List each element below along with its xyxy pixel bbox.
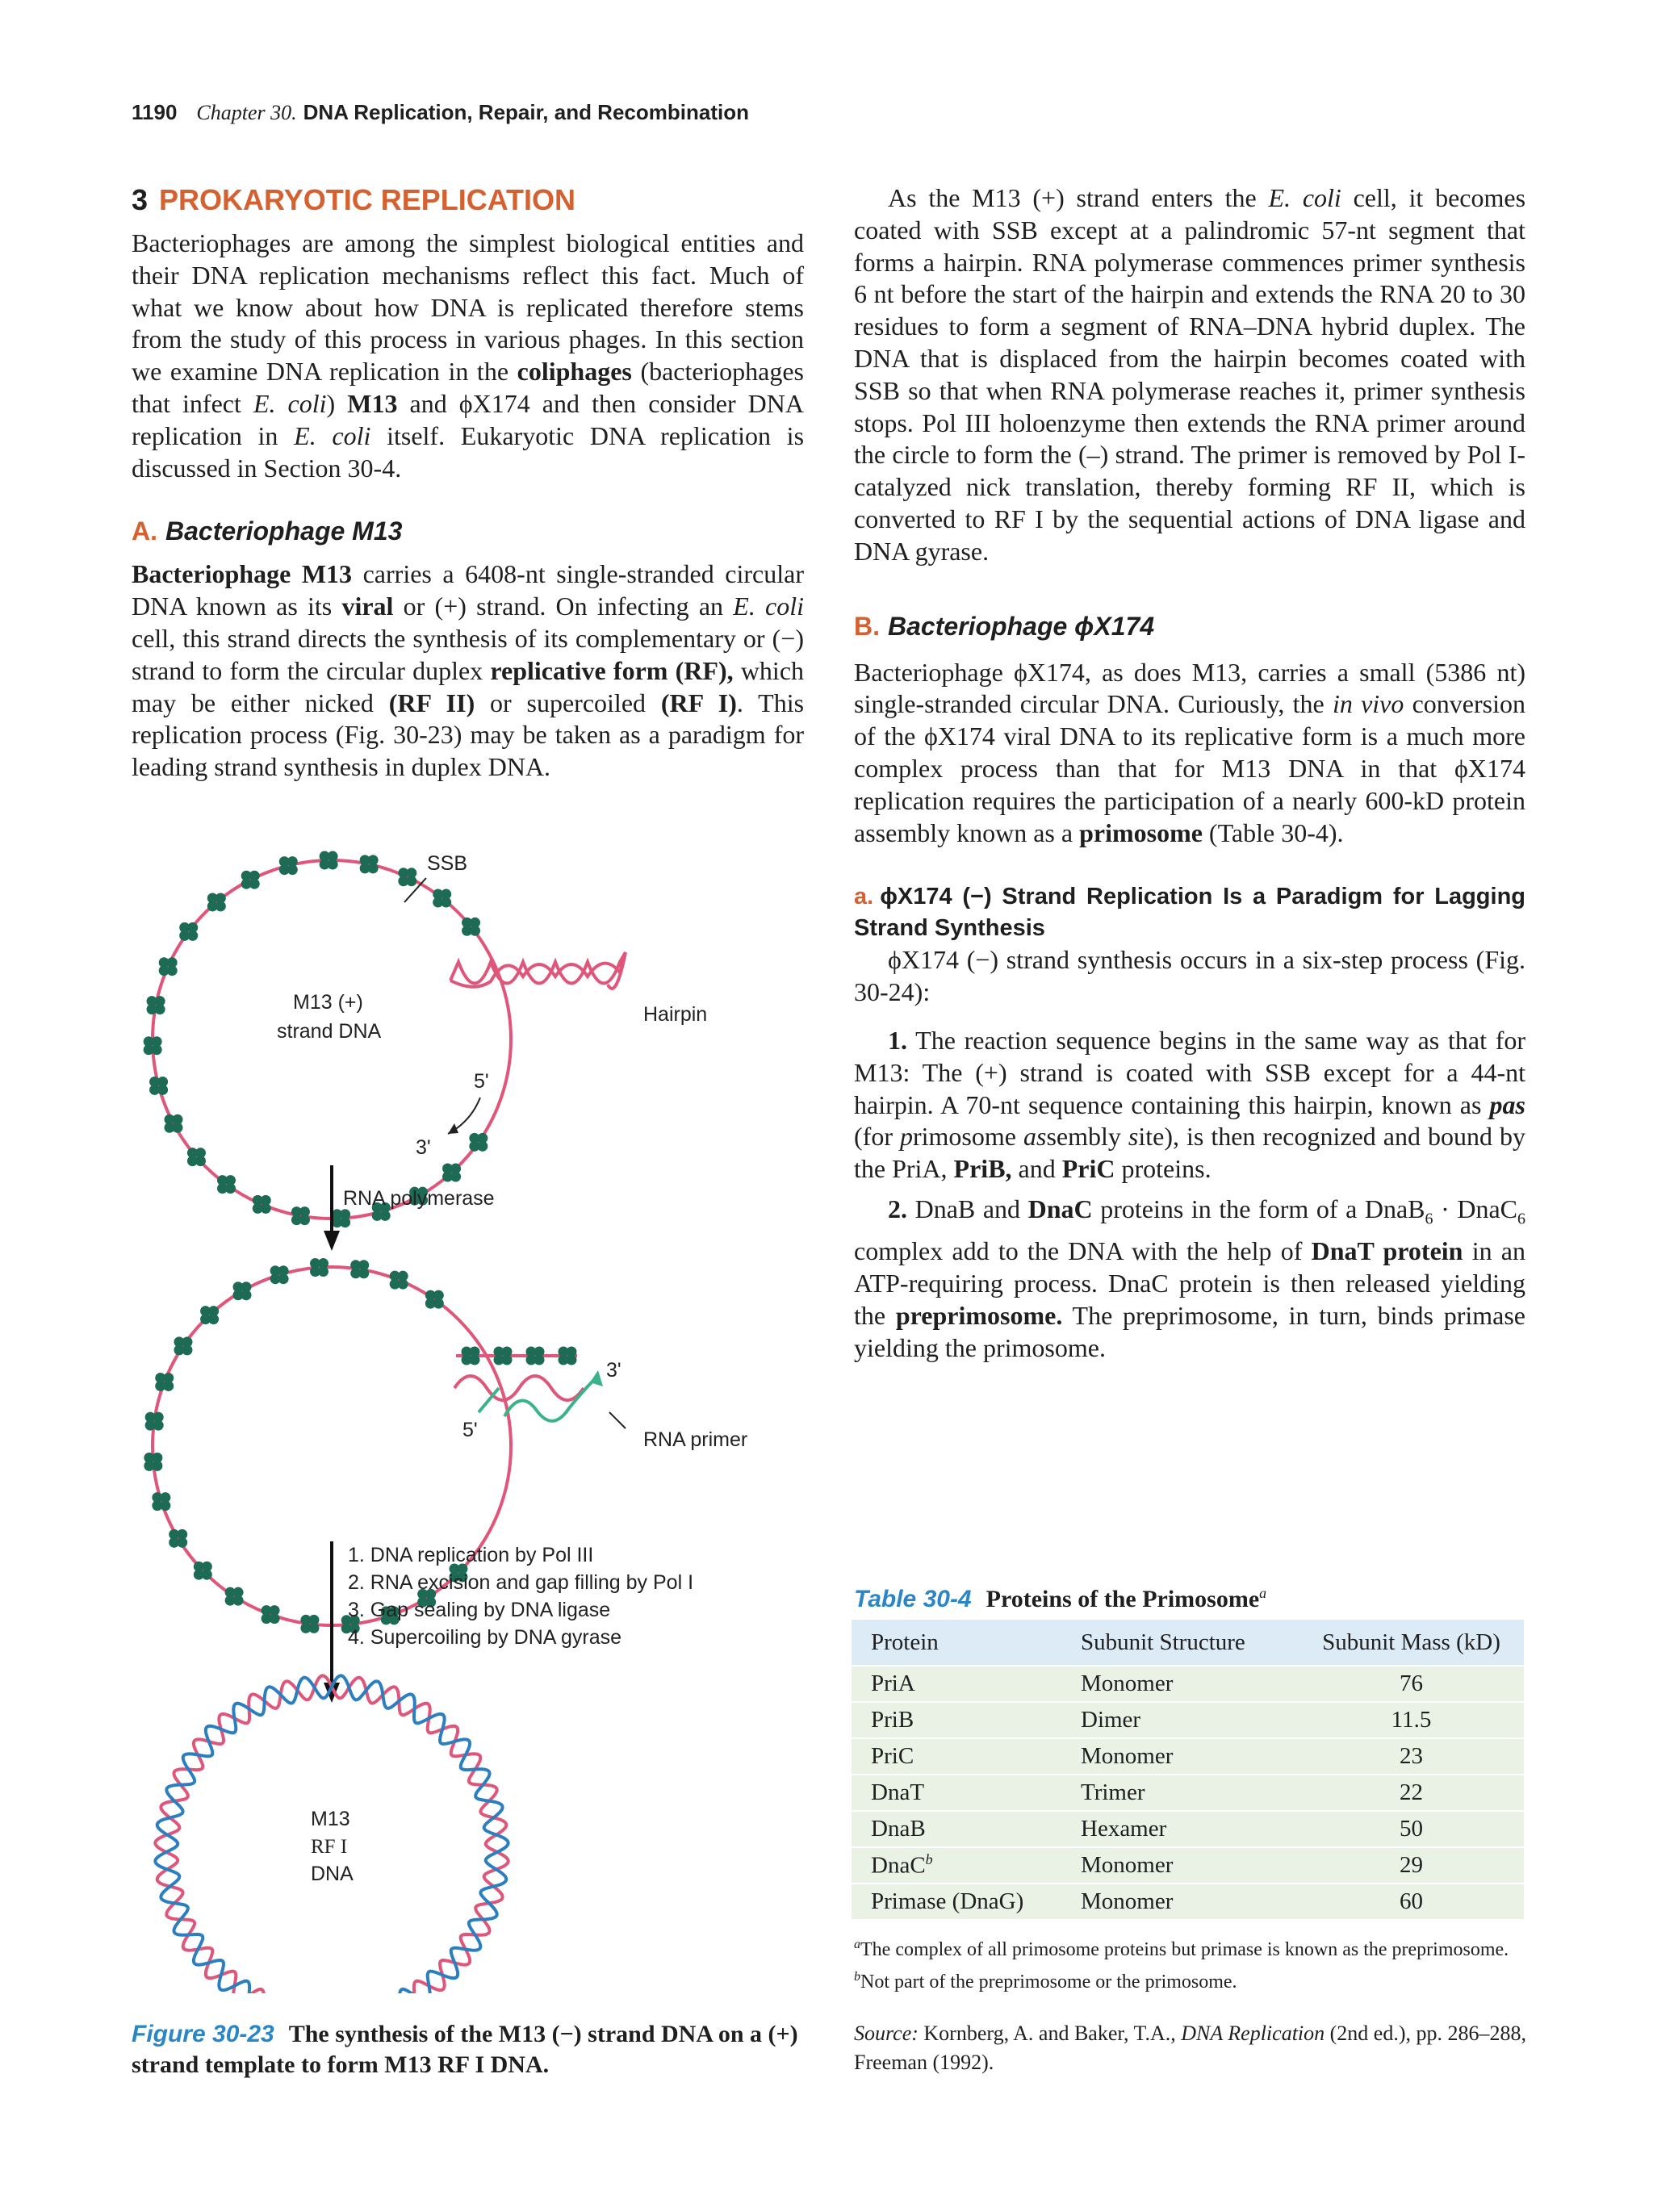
mass-cell: 23 bbox=[1299, 1738, 1524, 1775]
mass-cell: 11.5 bbox=[1299, 1702, 1524, 1738]
running-header bbox=[132, 100, 749, 125]
rf-label-line1: M13 bbox=[311, 1808, 350, 1830]
five-prime-label-1: 5' bbox=[474, 1070, 489, 1093]
rf-plus-strand bbox=[155, 1675, 508, 1993]
protein-cell: PriA bbox=[852, 1666, 1081, 1702]
protein-cell: PriB bbox=[852, 1702, 1081, 1738]
step-line-4: 4. Supercoiling by DNA gyrase bbox=[348, 1626, 622, 1649]
hairpin-structure bbox=[450, 952, 626, 989]
table-label: Table 30-4 bbox=[854, 1586, 972, 1612]
footnote-a: $^a$The complex of all primosome proteins but primase is known as the preprimosome. bbox=[854, 1938, 1509, 1960]
footnote-b: $^b$Not part of the preprimosome or the primosome. bbox=[854, 1970, 1237, 1992]
phix-paragraph-1: Bacteriophage ϕX174, as does M13, carries a small (5386 nt) single-stranded circular DNA. Curiously, the in vivo conversion of the ϕX174 viral DNA to its replicative form is a much more complex process than that for M13 DNA in that ϕX174 replication requires the participation of a nearly 600-kD protein assembly known as a primosome (Table 30-4). bbox=[854, 657, 1526, 847]
step-line-1: 1. DNA replication by Pol III bbox=[348, 1544, 594, 1566]
mass-cell: 29 bbox=[1299, 1847, 1524, 1884]
step-1: 1. The reaction sequence begins in the same way as that for M13: The (+) strand is coated with SSB except for a 44-nt hairpin. A 70-nt sequence containing this hairpin, known as pas (for primosome assembly site), is then recognized and bound by the PriA, PriB, and PriC proteins. bbox=[854, 1025, 1526, 1184]
step-arrowhead-1 bbox=[324, 1231, 340, 1251]
m13-paragraph-1: Bacteriophage M13 carries a 6408-nt single-stranded circular DNA known as its viral or (+) strand. On infecting an E. coli cell, this strand directs the synthesis of its complementary or (−) strand to form the circular duplex replicative form (RF), which may be either nicked (RF II) or supercoiled (RF I). This replication process (Fig. 30-23) may be taken as a paradigm for leading strand synthesis in duplex DNA. bbox=[132, 559, 805, 782]
rf-minus-strand bbox=[155, 1675, 508, 1993]
ssb-label: SSB bbox=[427, 852, 468, 875]
protein-cell: DnaC$^b$ bbox=[852, 1847, 1081, 1884]
primosome-table bbox=[852, 1620, 1524, 1919]
m13-paragraph-2: As the M13 (+) strand enters the E. coli cell, it becomes coated with SSB except at a palindromic 57-nt segment that forms a hairpin. RNA polymerase commences primer synthesis 6 nt before the start of the hairpin and extends the RNA 20 to 30 residues to form a segment of RNA–DNA hybrid duplex. The DNA that is displaced from the hairpin becomes coated with SSB so that when RNA polymerase reaches it, primer synthesis stops. Pol III holoenzyme then extends the RNA primer around the circle to form the (–) strand. The primer is removed by Pol I-catalyzed nick translation, thereby forming RF II, which is converted to RF I by the sequential actions of DNA ligase and DNA gyrase. bbox=[854, 183, 1526, 566]
step-line-3: 3. Gap sealing by DNA ligase bbox=[348, 1599, 611, 1621]
mass-cell: 22 bbox=[1299, 1775, 1524, 1811]
five-prime-label-2: 5' bbox=[462, 1419, 478, 1441]
structure-cell: Monomer bbox=[1081, 1666, 1299, 1702]
figure-30-23 bbox=[132, 831, 826, 1993]
left-column bbox=[132, 182, 804, 784]
subsubsection-heading: a. ϕX174 (−) Strand Replication Is a Paradigm for Lagging Strand Synthesis bbox=[854, 884, 1525, 942]
protein-cell: DnaT bbox=[852, 1775, 1081, 1811]
structure-cell: Monomer bbox=[1081, 1738, 1299, 1775]
protein-cell: Primase (DnaG) bbox=[852, 1884, 1081, 1919]
figure-label: Figure 30-23 bbox=[132, 2021, 274, 2047]
figure-caption-text: The synthesis of the M13 (−) strand DNA on a (+) strand template to form M13 RF I DNA. bbox=[132, 2021, 798, 2078]
section-number: 3 bbox=[132, 183, 149, 216]
three-prime-label-1: 3' bbox=[416, 1136, 431, 1159]
strand-label-line1: M13 (+) bbox=[293, 991, 363, 1014]
table-row bbox=[852, 1738, 1524, 1775]
column-header: Subunit Mass (kD) bbox=[1299, 1620, 1524, 1666]
structure-cell: Hexamer bbox=[1081, 1811, 1299, 1847]
right-column bbox=[854, 182, 1525, 1364]
table-row bbox=[852, 1847, 1524, 1884]
mass-cell: 50 bbox=[1299, 1811, 1524, 1847]
table-row bbox=[852, 1666, 1524, 1702]
chapter-label: Chapter 30. bbox=[196, 101, 297, 124]
mass-cell: 76 bbox=[1299, 1666, 1524, 1702]
subsection-a-heading: A. Bacteriophage M13 bbox=[132, 516, 403, 546]
subsection-b-heading: B. Bacteriophage ϕX174 bbox=[854, 611, 1155, 641]
rf-label-line2: RF I bbox=[311, 1836, 348, 1858]
step-line-2: 2. RNA excision and gap filling by Pol I bbox=[348, 1571, 694, 1594]
table-title: Table 30-4 Proteins of the Primosome$^a$ bbox=[854, 1585, 1267, 1612]
rna-primer-label: RNA primer bbox=[643, 1428, 748, 1451]
column-header: Protein bbox=[852, 1620, 1081, 1666]
hairpin-label: Hairpin bbox=[643, 1003, 708, 1026]
table-source: Source: Kornberg, A. and Baker, T.A., DNA Replication (2nd ed.), pp. 286–288, Freeman (1992). bbox=[854, 2022, 1526, 2074]
structure-cell: Monomer bbox=[1081, 1884, 1299, 1919]
structure-cell: Trimer bbox=[1081, 1775, 1299, 1811]
structure-cell: Monomer bbox=[1081, 1847, 1299, 1884]
step-2: 2. DnaB and DnaC proteins in the form of a DnaB$_6$ · DnaC$_6$ complex add to the DNA with the help of DnaT protein in an ATP-requiring process. DnaC protein is then released yielding the preprimosome. The preprimosome, in turn, binds primase yielding the primosome. bbox=[854, 1194, 1526, 1362]
rna-primer-pointer bbox=[609, 1412, 626, 1428]
figure-caption bbox=[132, 2019, 804, 2080]
table-row bbox=[852, 1702, 1524, 1738]
mass-cell: 60 bbox=[1299, 1884, 1524, 1919]
protein-cell: PriC bbox=[852, 1738, 1081, 1775]
table-header-row bbox=[852, 1620, 1524, 1666]
rf-label-line3: DNA bbox=[311, 1863, 354, 1885]
three-prime-label-2: 3' bbox=[606, 1359, 621, 1382]
rna-polymerase-label: RNA polymerase bbox=[343, 1187, 495, 1210]
template-wave bbox=[454, 1376, 584, 1400]
section-heading bbox=[132, 182, 804, 218]
phix-paragraph-2: ϕX174 (−) strand synthesis occurs in a six-step process (Fig. 30-24): bbox=[854, 945, 1525, 1007]
table-row bbox=[852, 1775, 1524, 1811]
column-header: Subunit Structure bbox=[1081, 1620, 1299, 1666]
table-footnotes bbox=[854, 1931, 1526, 1996]
chapter-title: DNA Replication, Repair, and Recombination bbox=[303, 100, 749, 124]
table-row bbox=[852, 1884, 1524, 1919]
protein-cell: DnaB bbox=[852, 1811, 1081, 1847]
intro-paragraph: Bacteriophages are among the simplest biological entities and their DNA replication mechanisms reflect this fact. Much of what we know about how DNA is replicated therefore stems from the study of this process in various phages. In this section we examine DNA replication in the coliphages (bacteriophages that infect E. coli) M13 and ϕX174 and then consider DNA replication in E. coli itself. Eukaryotic DNA replication is discussed in Section 30-4. bbox=[132, 228, 805, 483]
table-row bbox=[852, 1811, 1524, 1847]
structure-cell: Dimer bbox=[1081, 1702, 1299, 1738]
table-name: Proteins of the Primosome bbox=[986, 1586, 1260, 1612]
section-title: PROKARYOTIC REPLICATION bbox=[159, 183, 576, 216]
page-number: 1190 bbox=[132, 100, 178, 124]
strand-label-line2: strand DNA bbox=[277, 1020, 382, 1043]
